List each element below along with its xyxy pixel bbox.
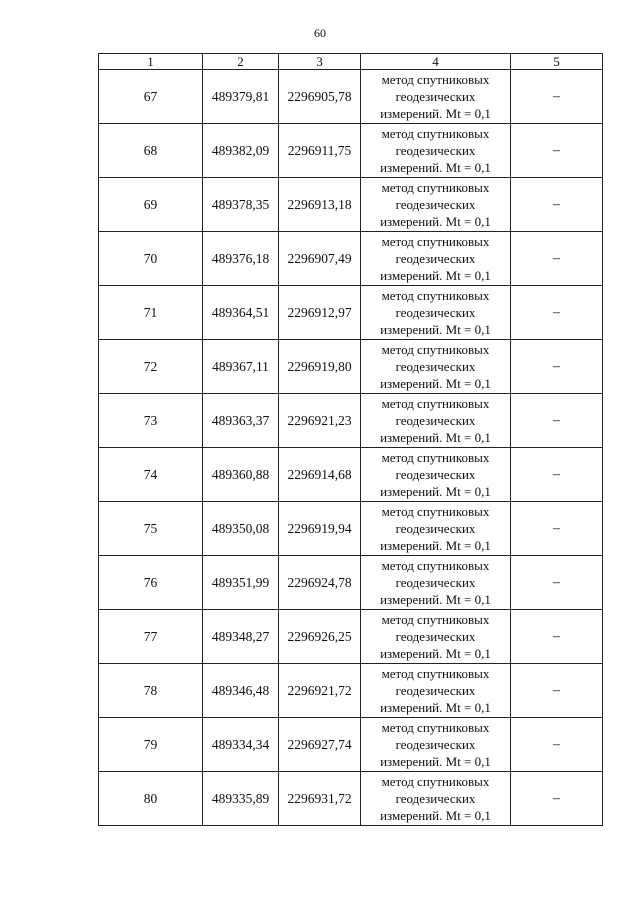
method-line: измерений. Mt = 0,1: [380, 538, 491, 553]
x-coordinate-cell: 489348,27: [203, 610, 279, 664]
description-cell: –: [511, 286, 603, 340]
method-line: геодезических: [395, 251, 476, 266]
description-cell: –: [511, 340, 603, 394]
method-line: измерений. Mt = 0,1: [380, 214, 491, 229]
point-number-cell: 73: [99, 394, 203, 448]
description-cell: –: [511, 556, 603, 610]
y-coordinate-cell: 2296907,49: [279, 232, 361, 286]
method-line: измерений. Mt = 0,1: [380, 592, 491, 607]
point-number-cell: 72: [99, 340, 203, 394]
y-coordinate-cell: 2296919,94: [279, 502, 361, 556]
y-coordinate-cell: 2296931,72: [279, 772, 361, 826]
method-line: геодезических: [395, 683, 476, 698]
description-cell: –: [511, 70, 603, 124]
y-coordinate-cell: 2296905,78: [279, 70, 361, 124]
table-header-row: [99, 54, 603, 70]
table-row: [99, 394, 603, 448]
column-header-1: 1: [99, 54, 203, 70]
method-line: измерений. Mt = 0,1: [380, 160, 491, 175]
table-row: [99, 286, 603, 340]
coordinates-table: [98, 53, 603, 826]
point-number-cell: 80: [99, 772, 203, 826]
y-coordinate-cell: 2296927,74: [279, 718, 361, 772]
x-coordinate-cell: 489335,89: [203, 772, 279, 826]
description-cell: –: [511, 772, 603, 826]
method-cell: [361, 664, 511, 718]
point-number-cell: 70: [99, 232, 203, 286]
page-number: 60: [314, 26, 326, 40]
method-line: метод спутниковых: [381, 234, 490, 249]
table-row: [99, 178, 603, 232]
method-line: измерений. Mt = 0,1: [380, 322, 491, 337]
method-line: геодезических: [395, 359, 476, 374]
description-cell: –: [511, 610, 603, 664]
method-line: метод спутниковых: [381, 126, 490, 141]
method-line: геодезических: [395, 197, 476, 212]
point-number-cell: 77: [99, 610, 203, 664]
method-line: измерений. Mt = 0,1: [380, 754, 491, 769]
point-number-cell: 68: [99, 124, 203, 178]
method-line: метод спутниковых: [381, 504, 490, 519]
x-coordinate-cell: 489376,18: [203, 232, 279, 286]
y-coordinate-cell: 2296926,25: [279, 610, 361, 664]
table-row: [99, 772, 603, 826]
method-line: измерений. Mt = 0,1: [380, 106, 491, 121]
method-line: метод спутниковых: [381, 180, 490, 195]
point-number-cell: 79: [99, 718, 203, 772]
method-line: измерений. Mt = 0,1: [380, 376, 491, 391]
y-coordinate-cell: 2296919,80: [279, 340, 361, 394]
method-line: метод спутниковых: [381, 342, 490, 357]
y-coordinate-cell: 2296914,68: [279, 448, 361, 502]
method-cell: [361, 448, 511, 502]
x-coordinate-cell: 489351,99: [203, 556, 279, 610]
description-cell: –: [511, 502, 603, 556]
table-row: [99, 124, 603, 178]
table-row: [99, 448, 603, 502]
x-coordinate-cell: 489346,48: [203, 664, 279, 718]
description-cell: –: [511, 124, 603, 178]
method-line: геодезических: [395, 413, 476, 428]
method-line: геодезических: [395, 143, 476, 158]
method-cell: [361, 718, 511, 772]
column-header-5: 5: [511, 54, 603, 70]
method-line: измерений. Mt = 0,1: [380, 430, 491, 445]
method-line: геодезических: [395, 89, 476, 104]
description-cell: –: [511, 664, 603, 718]
method-line: метод спутниковых: [381, 666, 490, 681]
x-coordinate-cell: 489334,34: [203, 718, 279, 772]
column-header-3: 3: [279, 54, 361, 70]
method-cell: [361, 610, 511, 664]
method-cell: [361, 178, 511, 232]
method-line: метод спутниковых: [381, 396, 490, 411]
y-coordinate-cell: 2296911,75: [279, 124, 361, 178]
table-row: [99, 556, 603, 610]
table-row: [99, 70, 603, 124]
method-line: метод спутниковых: [381, 72, 490, 87]
method-cell: [361, 70, 511, 124]
method-line: геодезических: [395, 305, 476, 320]
table-row: [99, 340, 603, 394]
y-coordinate-cell: 2296924,78: [279, 556, 361, 610]
method-cell: [361, 232, 511, 286]
y-coordinate-cell: 2296912,97: [279, 286, 361, 340]
point-number-cell: 75: [99, 502, 203, 556]
method-line: измерений. Mt = 0,1: [380, 646, 491, 661]
table-row: [99, 664, 603, 718]
point-number-cell: 71: [99, 286, 203, 340]
method-line: измерений. Mt = 0,1: [380, 268, 491, 283]
x-coordinate-cell: 489363,37: [203, 394, 279, 448]
method-cell: [361, 502, 511, 556]
method-line: метод спутниковых: [381, 450, 490, 465]
x-coordinate-cell: 489382,09: [203, 124, 279, 178]
column-header-2: 2: [203, 54, 279, 70]
method-line: геодезических: [395, 521, 476, 536]
description-cell: –: [511, 394, 603, 448]
method-line: измерений. Mt = 0,1: [380, 484, 491, 499]
method-cell: [361, 340, 511, 394]
method-cell: [361, 124, 511, 178]
table-row: [99, 502, 603, 556]
table-body: [99, 70, 603, 826]
method-line: метод спутниковых: [381, 774, 490, 789]
method-line: метод спутниковых: [381, 720, 490, 735]
y-coordinate-cell: 2296913,18: [279, 178, 361, 232]
method-line: геодезических: [395, 791, 476, 806]
method-line: геодезических: [395, 737, 476, 752]
table-row: [99, 718, 603, 772]
method-cell: [361, 394, 511, 448]
description-cell: –: [511, 178, 603, 232]
method-line: метод спутниковых: [381, 558, 490, 573]
x-coordinate-cell: 489364,51: [203, 286, 279, 340]
description-cell: –: [511, 718, 603, 772]
method-line: геодезических: [395, 467, 476, 482]
table-row: [99, 610, 603, 664]
y-coordinate-cell: 2296921,72: [279, 664, 361, 718]
x-coordinate-cell: 489367,11: [203, 340, 279, 394]
x-coordinate-cell: 489378,35: [203, 178, 279, 232]
description-cell: –: [511, 448, 603, 502]
x-coordinate-cell: 489350,08: [203, 502, 279, 556]
y-coordinate-cell: 2296921,23: [279, 394, 361, 448]
method-line: измерений. Mt = 0,1: [380, 700, 491, 715]
method-line: измерений. Mt = 0,1: [380, 808, 491, 823]
point-number-cell: 78: [99, 664, 203, 718]
point-number-cell: 67: [99, 70, 203, 124]
method-cell: [361, 772, 511, 826]
x-coordinate-cell: 489360,88: [203, 448, 279, 502]
method-line: метод спутниковых: [381, 288, 490, 303]
column-header-4: 4: [361, 54, 511, 70]
method-line: геодезических: [395, 575, 476, 590]
method-line: геодезических: [395, 629, 476, 644]
point-number-cell: 74: [99, 448, 203, 502]
description-cell: –: [511, 232, 603, 286]
point-number-cell: 69: [99, 178, 203, 232]
point-number-cell: 76: [99, 556, 203, 610]
method-cell: [361, 286, 511, 340]
x-coordinate-cell: 489379,81: [203, 70, 279, 124]
table-row: [99, 232, 603, 286]
method-cell: [361, 556, 511, 610]
method-line: метод спутниковых: [381, 612, 490, 627]
